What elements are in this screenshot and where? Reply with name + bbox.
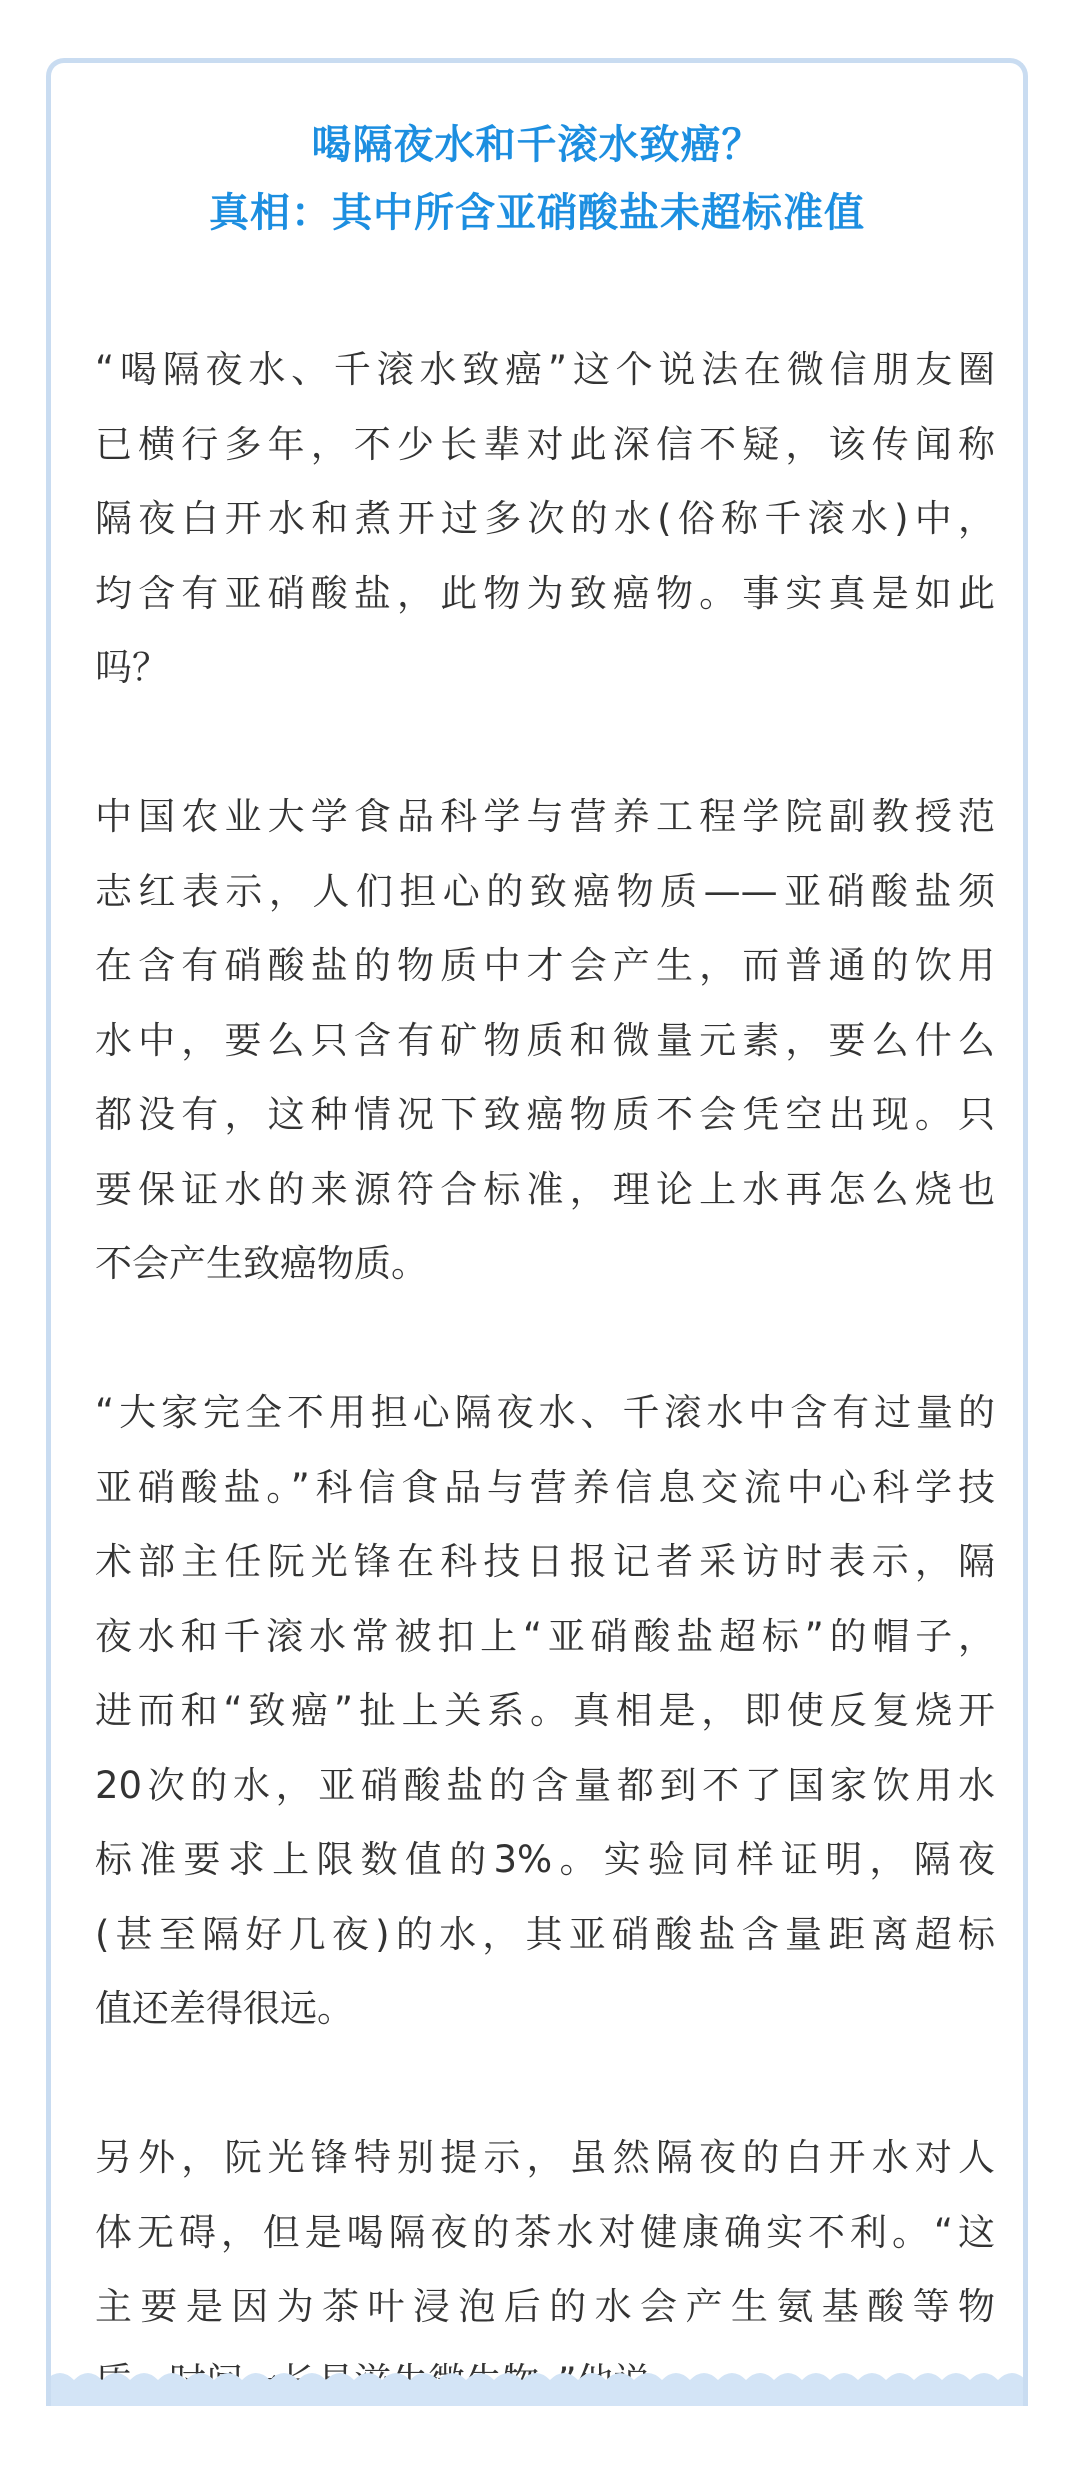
text-line: 体无碍，但是喝隔夜的茶水对健康确实不利。“这 xyxy=(95,2210,995,2254)
text-line: 值还差得很远。 xyxy=(95,1987,354,2030)
text-line: 吗？ xyxy=(95,646,169,689)
text-line: 中国农业大学食品科学与营养工程学院副教授范 xyxy=(95,795,995,838)
text-line: 隔夜白开水和煮开过多次的水(俗称千滚水)中， xyxy=(95,497,995,540)
text-line: 要保证水的来源符合标准，理论上水再怎么烧也 xyxy=(95,1167,995,1211)
text-line: 标准要求上限数值的3%。实验同样证明，隔夜 xyxy=(95,1838,995,1881)
text-line: “大家完全不用担心隔夜水、千滚水中含有过量的 xyxy=(95,1391,995,1434)
text-line: 在含有硝酸盐的物质中才会产生，而普通的饮用 xyxy=(95,944,995,987)
article-title-line-2: 真相：其中所含亚硝酸盐未超标准值 xyxy=(209,190,865,236)
text-line: 另外，阮光锋特别提示，虽然隔夜的白开水对人 xyxy=(95,2136,995,2179)
text-line: 不会产生致癌物质。 xyxy=(95,1242,428,1285)
text-line: 都没有，这种情况下致癌物质不会凭空出现。只 xyxy=(95,1093,995,1136)
wave-border-decoration xyxy=(46,2360,1028,2406)
text-line: 20次的水，亚硝酸盐的含量都到不了国家饮用水 xyxy=(95,1763,995,1807)
text-line: 夜水和千滚水常被扣上“亚硝酸盐超标”的帽子， xyxy=(95,1614,995,1658)
text-line: 主要是因为茶叶浸泡后的水会产生氨基酸等物 xyxy=(95,2285,995,2328)
text-line: 均含有亚硝酸盐，此物为致癌物。事实真是如此 xyxy=(95,571,995,615)
text-line: 亚硝酸盐。”科信食品与营养信息交流中心科学技 xyxy=(95,1465,995,1509)
article-title-line-1: 喝隔夜水和千滚水致癌？ xyxy=(311,122,763,168)
article-card xyxy=(46,58,1028,2376)
text-line: “喝隔夜水、千滚水致癌”这个说法在微信朋友圈 xyxy=(95,348,995,391)
text-line: 志红表示，人们担心的致癌物质——亚硝酸盐须 xyxy=(95,869,995,913)
text-line: (甚至隔好几夜)的水，其亚硝酸盐含量距离超标 xyxy=(95,1912,995,1956)
text-line: 术部主任阮光锋在科技日报记者采访时表示，隔 xyxy=(95,1540,995,1583)
text-line: 进而和“致癌”扯上关系。真相是，即使反复烧开 xyxy=(95,1689,995,1732)
text-line: 已横行多年，不少长辈对此深信不疑，该传闻称 xyxy=(95,422,995,466)
paragraph-2 xyxy=(95,780,995,1302)
paragraph-1 xyxy=(95,333,995,706)
article-body xyxy=(95,333,995,2419)
paragraph-3 xyxy=(95,1376,995,2047)
text-line: 水中，要么只含有矿物质和微量元素，要么什么 xyxy=(95,1018,995,1062)
